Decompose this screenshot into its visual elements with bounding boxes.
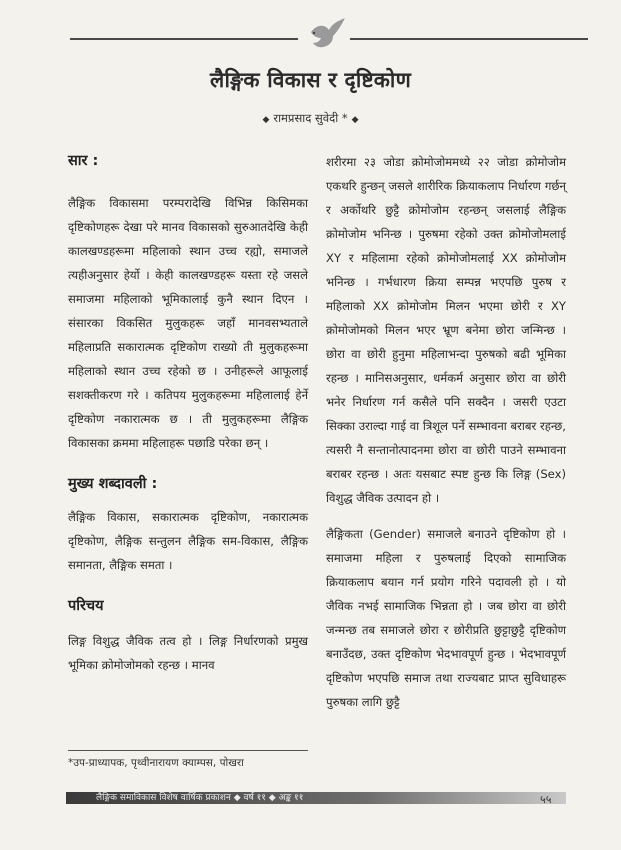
keywords-heading: मुख्य शब्दावली : (68, 476, 158, 492)
body-paragraph-2: लैङ्गिकता (Gender) समाजले बनाउने दृष्टिकोण हो । समाजमा महिला र पुरुषलाई दिएको सामाजिक क्रियाकलाप बयान गर्न प्रयोग गरिने पदावली हो । यो जैविक नभई सामाजिक भिन्नता हो । जब छोरा वा छोरी जन्मन्छ तब समाजले छोरा र छोरीप्रति छुट्टाछुट्टै दृष्टिकोण बनाउँदछ, उक्त दृष्टिकोण भेदभावपूर्ण हुन्छ । भेदभावपूर्ण दृष्टिकोण भएपछि समाज तथा राज्यबाट प्राप्त सुविधाहरू पुरुषका लागि छुट्टै (326, 527, 566, 709)
article-title: लैङ्गिक विकास र दृष्टिकोण (210, 68, 411, 92)
left-column (68, 150, 308, 677)
footnote-rule (68, 750, 308, 751)
page-number: ५५ (540, 793, 552, 806)
keywords-text: लैङ्गिक विकास, सकारात्मक दृष्टिकोण, नकारात्मक दृष्टिकोण, लैङ्गिक सन्तुलन लैङ्गिक सम-विकास, लैङ्गिक समानता, लैङ्गिक समता । (68, 510, 308, 572)
journal-footer: लैङ्गिक समाविकास विशेष वार्षिक प्रकाशन ◆ वर्ष ११ ◆ अङ्क ११ (66, 792, 566, 804)
header-rule-left (70, 38, 298, 40)
summary-text: लैङ्गिक विकासमा परम्परादेखि विभिन्न किसिमका दृष्टिकोणहरू देखा परे मानव विकासको सुरुआतदेखि केही कालखण्डहरूमा महिलाको स्थान उच्च रह्यो, समाजले त्यहीअनुसार हेर्यो । केही कालखण्डहरू यस्ता रहे जसले समाजमा महिलाको भूमिकालाई कुनै स्थान दिएन । संसारका विकसित मुलुकहरू जहाँ मानवसभ्यताले महिलाप्रति सकारात्मक दृष्टिकोण राख्यो ती मुलुकहरूमा महिलाको स्थान उच्च रहेको छ । उनीहरूले आफूलाई सशक्तीकरण गरे । कतिपय मुलुकहरूमा महिलालाई हेर्ने दृष्टिकोण नकारात्मक छ । ती मुलुकहरूमा लैङ्गिक विकासका क्रममा महिलाहरू पछाडि परेका छन् । (68, 196, 308, 450)
body-paragraph-1: शरीरमा २३ जोडा क्रोमोजोममध्ये २२ जोडा क्रोमोजोम एकथरि हुन्छन् जसले शारीरिक क्रियाकलाप निर्धारण गर्छन् र अर्कोथरि छुट्टै क्रोमोजोम रहन्छन् जसलाई लैङ्गिक क्रोमोजोम भनिन्छ । पुरुषमा रहेको उक्त क्रोमोजोमलाई XY र महिलामा रहेको क्रोमोजोमलाई XX क्रोमोजोम भनिन्छ । गर्भधारण क्रिया सम्पन्न भएपछि पुरुष र महिलाको XX क्रोमोजोम मिलन भएमा छोरी र XY क्रोमोजोमको मिलन भएर भ्रूण बनेमा छोरा जन्मिन्छ । छोरा वा छोरी हुनुमा महिलाभन्दा पुरुषको बढी भूमिका रहन्छ । मानिसअनुसार, धर्मकर्म अनुसार छोरा वा छोरी भनेर निर्धारण गर्न कसैले पनि सक्दैन । जसरी एउटा सिक्का उराल्दा गाई वा त्रिशूल पर्ने सम्भावना बराबर रहन्छ, त्यसरी नै सन्तानोत्पादनमा छोरा वा छोरी पाउने सम्भावना बराबर रहन्छ । अतः यसबाट स्पष्ट हुन्छ कि लिङ्ग (Sex) विशुद्ध जैविक उत्पादन हो । (326, 155, 566, 505)
author-line: ◆ रामप्रसाद सुवेदी * ◆ (262, 111, 359, 125)
summary-heading: सार : (68, 153, 99, 169)
author-name: रामप्रसाद सुवेदी * (273, 111, 348, 125)
bird-ornament-icon (303, 14, 347, 54)
header-rule-right (350, 38, 588, 40)
intro-text: लिङ्ग विशुद्ध जैविक तत्व हो । लिङ्ग निर्धारणको प्रमुख भूमिका क्रोमोजोमको रहन्छ । मानव (68, 634, 308, 672)
right-column (326, 150, 566, 714)
intro-heading: परिचय (68, 598, 104, 614)
footnote: *उप-प्राध्यापक, पृथ्वीनारायण क्याम्पस, पोखरा (68, 757, 244, 769)
